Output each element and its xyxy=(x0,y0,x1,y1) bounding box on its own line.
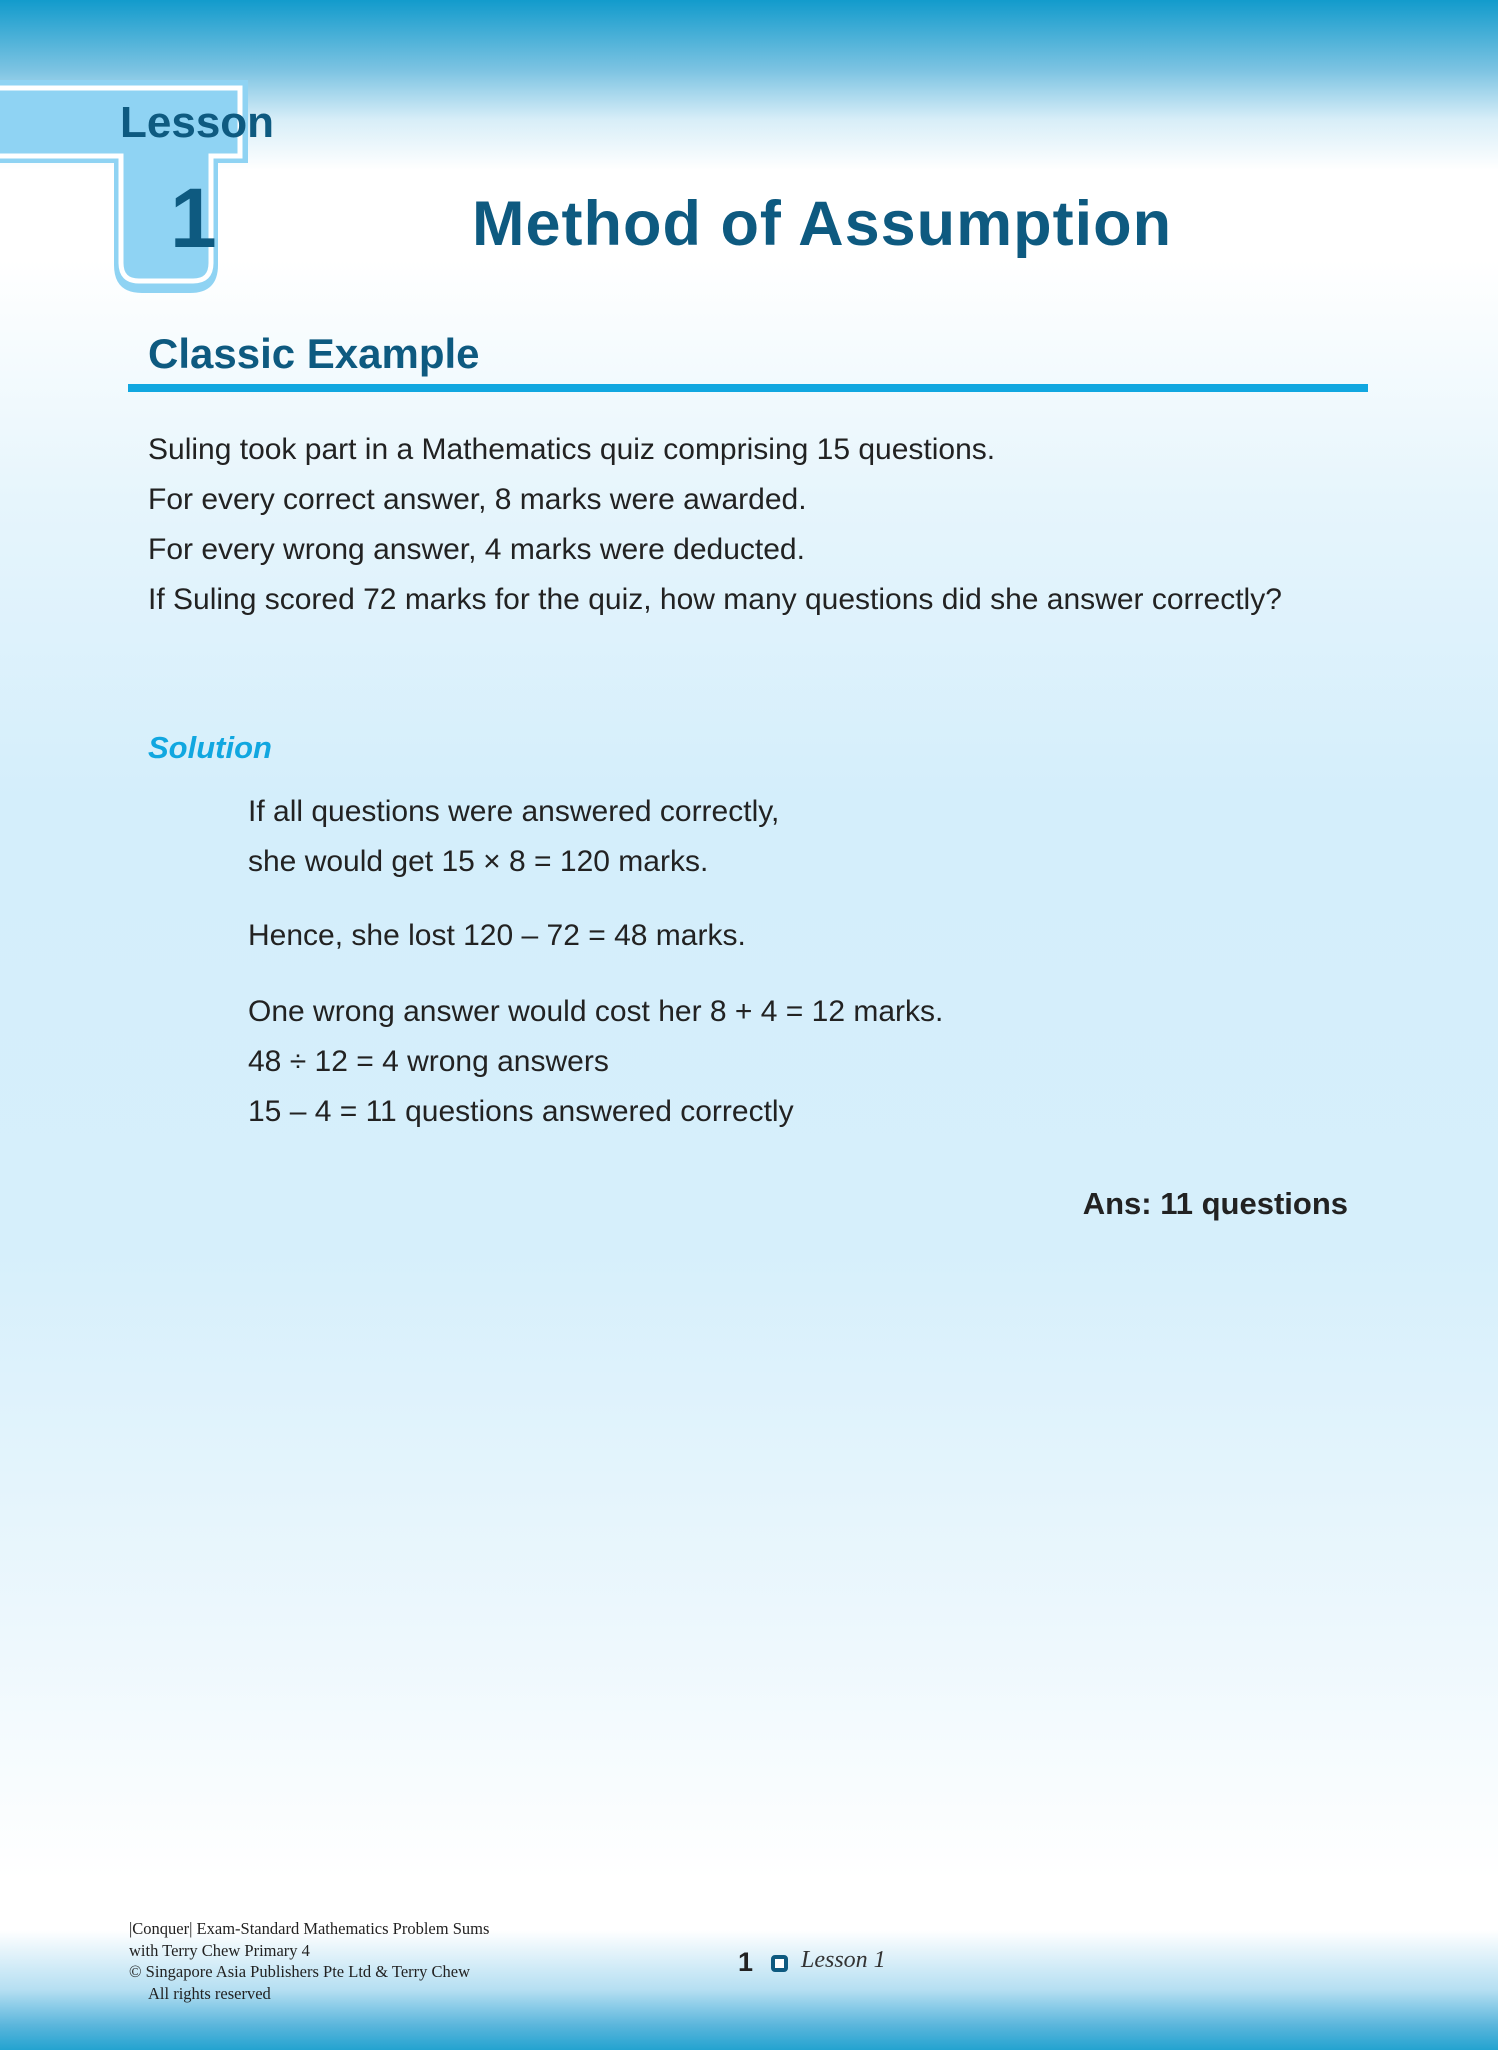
solution-line: One wrong answer would cost her 8 + 4 = 12 marks. xyxy=(248,995,944,1028)
solution-step-2 xyxy=(248,911,1248,961)
page-number: 1 xyxy=(738,1947,754,1977)
solution-line: she would get 15 × 8 = 120 marks. xyxy=(248,845,709,878)
solution-step-3 xyxy=(248,987,1248,1137)
footer-line: © Singapore Asia Publishers Pte Ltd & Terry Chew xyxy=(129,1962,471,1981)
footer-credits xyxy=(129,1918,489,2004)
lesson-label: Lesson xyxy=(120,98,275,147)
footer-line: All rights reserved xyxy=(148,1983,271,2003)
question-line: Suling took part in a Mathematics quiz comprising 15 questions. xyxy=(148,433,996,466)
section-heading: Classic Example xyxy=(148,330,480,377)
lesson-number: 1 xyxy=(170,171,217,265)
question-text xyxy=(148,425,1348,625)
solution-line: 15 – 4 = 11 questions answered correctly xyxy=(248,1095,794,1128)
solution-line: If all questions were answered correctly, xyxy=(248,795,780,828)
circle-bullet-icon xyxy=(771,1955,788,1972)
solution-label: Solution xyxy=(148,730,272,765)
page-lesson-label: Lesson 1 xyxy=(801,1947,886,1973)
answer: Ans: 11 questions xyxy=(1082,1186,1348,1221)
solution-line: 48 ÷ 12 = 4 wrong answers xyxy=(248,1045,609,1078)
question-line: For every wrong answer, 4 marks were deducted. xyxy=(148,533,805,566)
solution-line: Hence, she lost 120 – 72 = 48 marks. xyxy=(248,919,746,952)
heading-divider xyxy=(128,384,1368,392)
footer-line: with Terry Chew Primary 4 xyxy=(129,1940,310,1960)
question-line: If Suling scored 72 marks for the quiz, how many questions did she answer correctly? xyxy=(148,583,1282,616)
question-line: For every correct answer, 8 marks were awarded. xyxy=(148,483,807,516)
page-title: Method of Assumption xyxy=(472,189,1173,259)
footer-line: |Conquer| Exam-Standard Mathematics Problem Sums xyxy=(129,1919,490,1938)
solution-step-1 xyxy=(248,787,1248,887)
